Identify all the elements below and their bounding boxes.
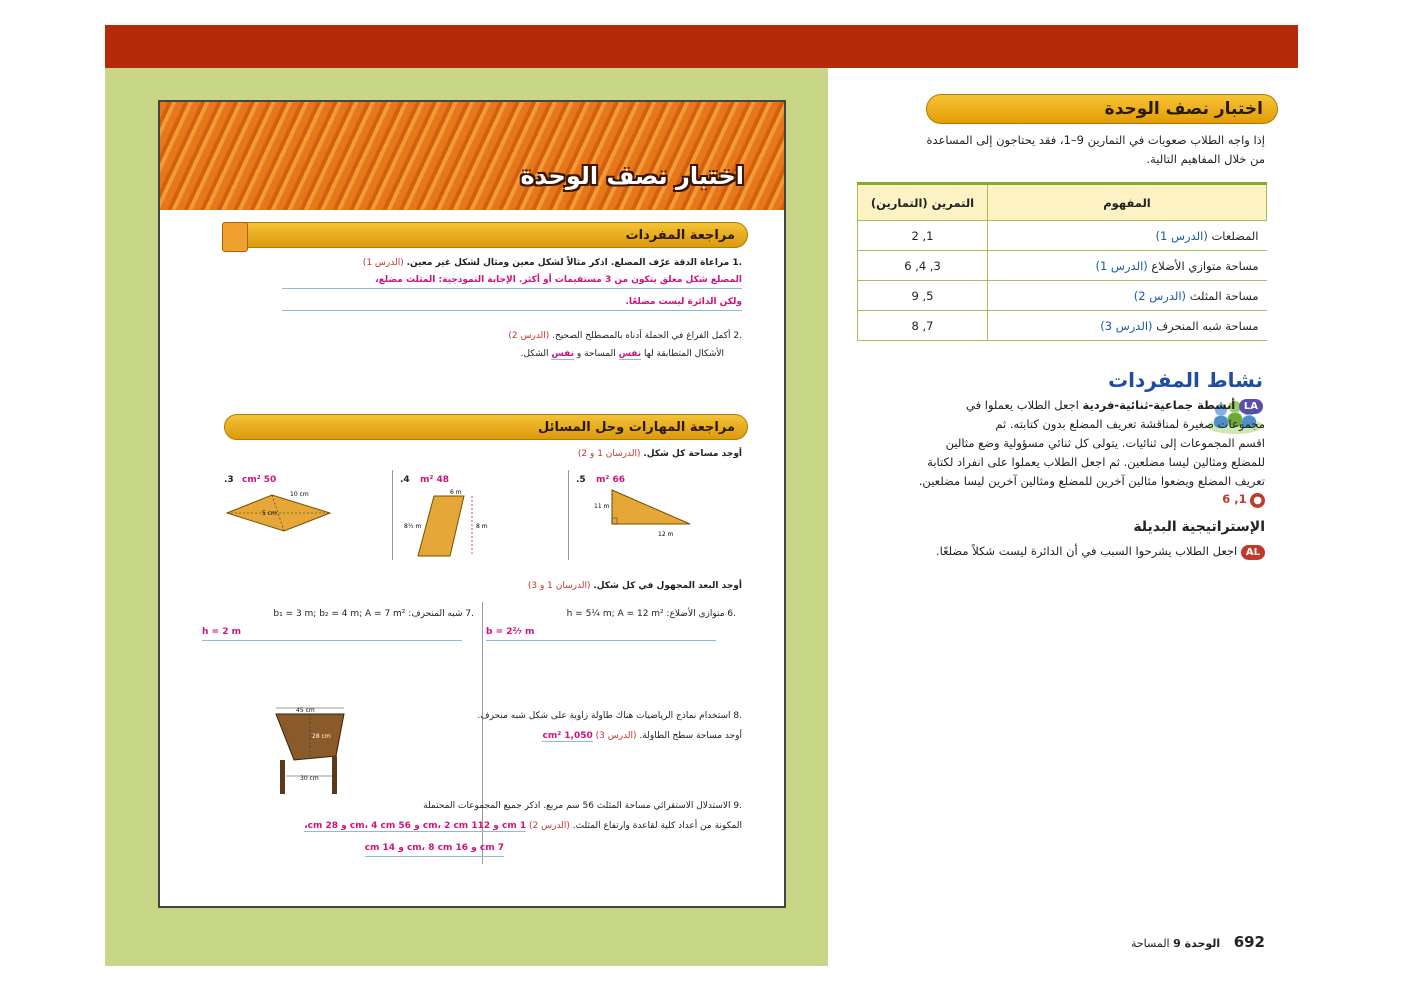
vocab-line-3: اقسم المجموعات إلى ثنائيات. يتولى كل ثنائي مسؤولية وضع مثالين: [945, 436, 1265, 450]
concept-name: مساحة المثلث: [1189, 288, 1259, 303]
q5-dim-2: 12 m: [658, 531, 674, 538]
q4-dim-1: 6 m: [450, 489, 462, 496]
lesson-ref: (الدرس 1): [1095, 258, 1148, 273]
vocab-ref-line: [865, 490, 1265, 509]
q8-answer: 1,050 cm²: [542, 731, 593, 741]
q2-sentence: [521, 346, 724, 362]
vocab-line-2: مجموعات صغيرة لمناقشة تعريف المضلع بدون كتابته. ثم: [995, 417, 1265, 431]
q7-given: b₁ = 3 m; b₂ = 4 m; A = 7 m²: [273, 609, 406, 619]
q6-given: h = 5¼ m; A = 12 m²: [566, 609, 664, 619]
mp-icon: ●: [1250, 493, 1265, 508]
q4-dim-2: 8½ m: [404, 523, 422, 530]
footer-topic: المساحة: [1130, 937, 1170, 950]
q6-label: .6 متوازي الأضلاع:: [666, 609, 736, 619]
top-banner: [105, 25, 1298, 68]
lesson-ref: (الدرس 3): [1100, 318, 1153, 333]
col-concept: المفهوم: [988, 184, 1267, 221]
table-row: [858, 251, 1267, 281]
q5-triangle-figure: [572, 486, 702, 542]
find-dim-text: أوجد البعد المجهول في كل شكل.: [593, 581, 742, 591]
q3-rhombus-figure: [224, 486, 334, 536]
q1-ref: (الدرس 1): [362, 258, 404, 268]
vocab-review-bar: مراجعة المفردات: [224, 222, 748, 248]
q9-text-2: المكونة من أعداد كلية لقاعدة وارتفاع المثلث.: [572, 821, 742, 831]
q5-answer: 66 m²: [596, 475, 625, 485]
alt-strategy-line: [865, 542, 1265, 561]
q1-answer-1: المضلع شكل مغلق يتكون من 3 مستقيمات أو أكثر. الإجابة النموذجية: المثلث مضلع،: [282, 272, 742, 289]
table-row: [858, 221, 1267, 251]
q8-text-2: أوجد مساحة سطح الطاولة.: [639, 731, 742, 741]
vocab-text-1: اجعل الطلاب يعملوا في: [966, 398, 1079, 412]
footer-unit: الوحدة 9: [1173, 937, 1221, 950]
intro-line-1: إذا واجه الطلاب صعوبات في التمارين 9–1، فقد يحتاجون إلى المساعدة: [926, 133, 1265, 147]
q4-parallelogram-figure: [400, 486, 500, 560]
page-number: 692: [1233, 933, 1265, 951]
q9-answer-2: 7 cm و 16 cm، 8 cm و 14 cm: [365, 840, 504, 857]
q3-dim-2: 5 cm: [262, 510, 277, 517]
exercise-nums: 3, 4, 6: [858, 251, 988, 281]
q2-ref: (الدرس 2): [508, 331, 550, 341]
q1-text: .1 مراعاة الدقة عرّف المضلع. اذكر مثالاً لشكل معين ومثال لشكل غير معين.: [406, 258, 742, 268]
la-badge: LA: [1239, 399, 1263, 414]
col-exercises: التمرين (التمارين): [858, 184, 988, 221]
q4-num: 4.: [400, 475, 410, 485]
q8-dim-3: 30 cm: [300, 775, 319, 782]
page-footer: [1131, 933, 1265, 951]
q2-text: .2 أكمل الفراغ في الجملة أدناه بالمصطلح الصحيح.: [552, 331, 742, 341]
q2-answer-1: نفس: [618, 349, 642, 359]
q3-answer: 50 cm²: [242, 475, 277, 485]
exercise-nums: 7, 8: [858, 311, 988, 341]
find-area-text: أوجد مساحة كل شكل.: [643, 449, 742, 459]
table-row: [858, 311, 1267, 341]
q2-part-3: الشكل.: [520, 349, 549, 359]
q4-dim-3: 8 m: [476, 523, 488, 530]
concepts-table: [857, 182, 1267, 341]
intro-line-2: من خلال المفاهيم التالية.: [1146, 152, 1265, 166]
page-header: [160, 102, 784, 210]
q9-line-1: .9 الاستدلال الاستقرائي مساحة المثلث 56 سم مربع. اذكر جميع المجموعات المحتملة: [423, 801, 742, 811]
q8-line-1: .8 استخدام نماذج الرياضيات هناك طاولة زاوية على شكل شبه منحرف.: [477, 711, 742, 721]
divider: [568, 470, 569, 560]
find-dim-ref: (الدرسان 1 و 3): [527, 581, 591, 591]
exercise-nums: 1, 2: [858, 221, 988, 251]
vocab-line-5: تعريف المضلع ويضعوا مثالين آخرين للمضلع ومثالين آخرين ليسا مضلعين.: [918, 474, 1265, 488]
vocab-ref: 1, 6: [1222, 492, 1247, 506]
q3-dim-1: 10 cm: [290, 491, 309, 498]
divider: [392, 470, 393, 560]
concept-name: المضلعات: [1211, 228, 1259, 243]
concept-name: مساحة متوازي الأضلاع: [1151, 258, 1259, 273]
q9-ref: (الدرس 2): [529, 821, 570, 831]
q6-line: [567, 606, 736, 622]
q5-dim-1: 11 m: [594, 503, 610, 510]
q3-num: 3.: [224, 475, 234, 485]
page-title: اختبار نصف الوحدة: [520, 162, 744, 190]
alt-strategy-text: اجعل الطلاب يشرحوا السبب في أن الدائرة ليست شكلاً مضلعًا.: [935, 544, 1238, 558]
skills-review-bar: مراجعة المهارات وحل المسائل: [224, 414, 748, 440]
concept-name: مساحة شبه المنحرف: [1156, 318, 1259, 333]
q9-answer-1: 1 cm و 112 cm، 2 cm و 56 cm، 4 cm و 28 cm،: [304, 821, 527, 831]
vocab-line-4: للمضلع ومثالين ليسا مضلعين. ثم اجعل الطلاب يعملوا على انفراد لكتابة: [927, 455, 1265, 469]
q2-part-2: المساحة و: [576, 349, 616, 359]
q8-line-2: [542, 728, 742, 744]
q2-line: [508, 328, 742, 344]
q8-dim-2: 28 cm: [312, 733, 331, 740]
q6-answer: b = 2²⁄₇ m: [486, 624, 716, 641]
find-area-line: [578, 446, 742, 462]
q1-line: [363, 255, 742, 271]
vocab-book-icon: [222, 222, 248, 252]
q7-line: [273, 606, 474, 622]
q4-answer: 48 m²: [420, 475, 449, 485]
q5-num: 5.: [576, 475, 586, 485]
q1-answer-2: ولكن الدائرة ليست مضلعًا.: [282, 294, 742, 311]
q9-line-2: [304, 818, 742, 834]
q2-part-1: الأشكال المتطابقة لها: [644, 349, 724, 359]
table-row: [858, 281, 1267, 311]
q2-answer-2: نفس: [551, 349, 575, 359]
section-title: اختبار نصف الوحدة: [926, 94, 1278, 124]
vocab-activity-title: نشاط المفردات: [1108, 368, 1263, 392]
al-badge: AL: [1241, 545, 1265, 560]
q8-dim-1: 45 cm: [296, 707, 315, 714]
vocab-heading: أنشطة جماعية-ثنائية-فردية: [1082, 398, 1236, 412]
q8-ref: (الدرس 3): [595, 731, 637, 741]
find-area-ref: (الدرسان 1 و 2): [577, 449, 641, 459]
lesson-ref: (الدرس 2): [1133, 288, 1187, 303]
copyright-note: [166, 682, 176, 872]
vocab-line-1: [923, 396, 1263, 415]
q7-answer: h = 2 m: [202, 624, 462, 641]
exercise-nums: 5, 9: [858, 281, 988, 311]
lesson-ref: (الدرس 1): [1155, 228, 1208, 243]
q7-label: .7 شبه المنحرف:: [408, 609, 474, 619]
student-page: [158, 100, 786, 908]
alt-strategy-title: الإستراتيجية البديلة: [1133, 519, 1265, 535]
q8-table-figure: [264, 704, 360, 802]
find-dim-line: [528, 578, 742, 594]
